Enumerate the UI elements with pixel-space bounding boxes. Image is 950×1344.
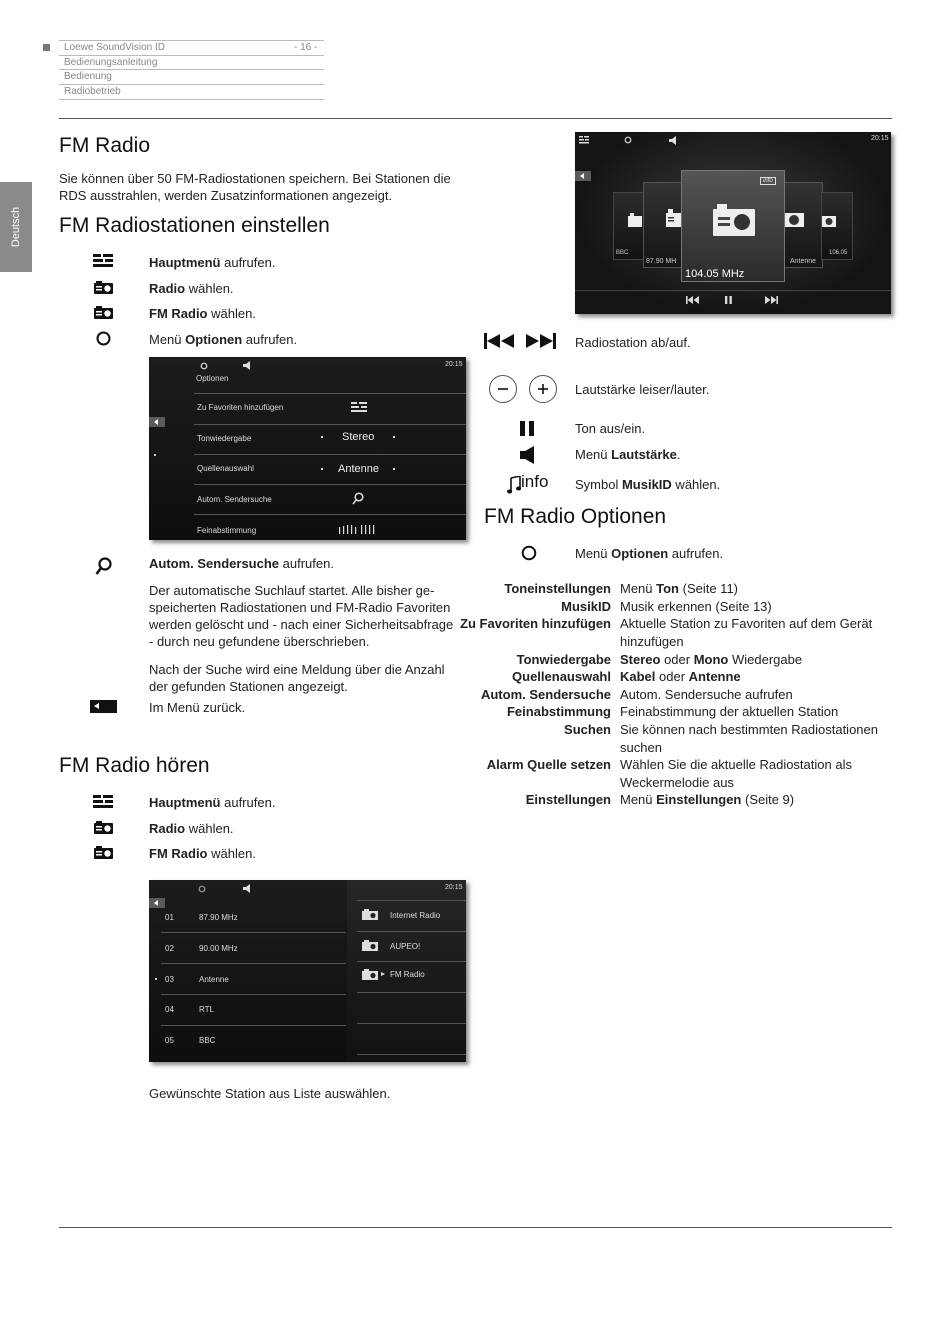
circle-options-icon <box>96 331 118 347</box>
station-card-bbc[interactable] <box>613 192 645 260</box>
station-list-screen <box>149 880 466 1062</box>
header-section: Radiobetrieb <box>64 86 121 97</box>
clock: 20:15 <box>871 135 889 142</box>
control-text-station: Radiostation ab/auf. <box>575 335 691 350</box>
control-text-volume: Lautstärke leiser/lauter. <box>575 382 710 397</box>
next-icon[interactable] <box>765 296 779 304</box>
option-description: Feinabstimmung der aktuellen Station <box>620 704 839 719</box>
step-radio: Radio wählen. <box>149 821 234 836</box>
option-label: Autom. Sendersuche <box>480 687 611 702</box>
language-label: Deutsch <box>10 206 22 248</box>
speaker-icon <box>243 361 252 370</box>
option-favoriten[interactable]: Zu Favoriten hinzufügen <box>197 403 284 412</box>
next-dot <box>393 468 395 470</box>
station-name[interactable]: Antenne <box>199 975 229 984</box>
circle-options-icon <box>521 545 537 561</box>
pause-icon[interactable] <box>725 296 732 304</box>
row-divider <box>194 454 466 455</box>
option-tonwiedergabe[interactable]: Tonwiedergabe <box>197 434 252 443</box>
main-menu-icon <box>93 795 115 811</box>
title-optionen: FM Radio Optionen <box>484 505 667 528</box>
selected-arrow-icon <box>381 972 385 976</box>
option-quellenauswahl-value: Antenne <box>338 463 379 475</box>
option-label: Tonwiedergabe <box>516 652 611 667</box>
station-num: 03 <box>165 975 174 984</box>
row-divider <box>194 424 466 425</box>
station-card-antenne[interactable] <box>783 182 823 268</box>
row-divider <box>357 931 466 932</box>
header-marker <box>43 44 50 51</box>
row-divider <box>161 963 346 964</box>
step-fm-radio: FM Radio wählen. <box>149 306 256 321</box>
station-num: 02 <box>165 944 174 953</box>
option-description: Stereo oder Mono Wiedergabe <box>620 652 803 667</box>
main-menu-icon <box>351 402 367 413</box>
back-text: Im Menü zurück. <box>149 700 246 715</box>
header-rule <box>59 55 324 56</box>
step-fm-radio: FM Radio wählen. <box>149 846 256 861</box>
card-label: 87.90 MH <box>646 258 677 265</box>
controls-divider <box>575 290 891 291</box>
speaker-icon <box>520 446 536 464</box>
header-manual: Bedienungsanleitung <box>64 57 158 68</box>
previous-icon <box>484 333 516 349</box>
option-label: Quellenauswahl <box>512 669 611 684</box>
volume-down-icon <box>488 374 518 404</box>
current-frequency: 104.05 MHz <box>685 268 745 280</box>
option-label: Feinabstimmung <box>506 704 611 719</box>
top-rule <box>59 118 892 119</box>
option-label: Alarm Quelle setzen <box>486 757 611 772</box>
option-description: Musik erkennen (Seite 13) <box>620 599 772 614</box>
header-rule <box>59 84 324 85</box>
option-label: Toneinstellungen <box>504 581 611 596</box>
header-rule <box>59 40 324 41</box>
radio-icon <box>362 969 378 980</box>
circle-icon <box>198 885 206 893</box>
step-hauptmenue: Hauptmenü aufrufen. <box>149 795 276 810</box>
control-text-lautstaerke: Menü Lautstärke. <box>575 447 681 462</box>
station-name[interactable]: 90.00 MHz <box>199 944 238 953</box>
bottom-rule <box>59 1227 892 1228</box>
options-title: Optionen <box>196 374 229 383</box>
radio-icon <box>362 909 378 920</box>
station-card-8790[interactable] <box>643 182 683 268</box>
info-icon-label: info <box>521 472 549 491</box>
speaker-icon <box>669 136 678 145</box>
title-hoeren: FM Radio hören <box>59 754 210 777</box>
option-description: Sie können nach bestimmten Radiostationen suchen <box>620 722 878 755</box>
step-radio: Radio wählen. <box>149 281 234 296</box>
control-text-musikid: Symbol MusikID wählen. <box>575 477 721 492</box>
source-internet-radio[interactable]: Internet Radio <box>390 911 441 920</box>
station-num: 04 <box>165 1005 174 1014</box>
row-divider <box>194 484 466 485</box>
control-text-mute: Ton aus/ein. <box>575 421 646 436</box>
option-description: Kabel oder Antenne <box>620 669 741 684</box>
music-note-icon <box>507 476 521 494</box>
prev-dot <box>321 436 323 438</box>
volume-up-icon <box>528 374 558 404</box>
option-label: Suchen <box>564 722 611 737</box>
options-screen <box>149 357 466 540</box>
player-screen <box>575 132 891 314</box>
card-label: BBC <box>616 250 629 256</box>
option-tonwiedergabe-value: Stereo <box>342 431 375 443</box>
station-card-10605[interactable] <box>821 192 853 260</box>
search-icon <box>95 557 113 577</box>
station-num: 05 <box>165 1036 174 1045</box>
back-button[interactable] <box>149 417 165 427</box>
row-divider <box>161 932 346 933</box>
next-dot <box>393 436 395 438</box>
option-feinabstimmung[interactable]: Feinabstimmung <box>197 526 257 535</box>
option-description: Autom. Sendersuche aufrufen <box>620 687 793 702</box>
radio-icon <box>822 213 836 227</box>
search-result-description: Nach der Suche wird eine Meldung über die Anzahl der gefunden Stationen angezeigt. <box>149 662 445 694</box>
prev-dot <box>321 468 323 470</box>
current-station-card[interactable] <box>681 170 785 282</box>
row-divider <box>161 994 346 995</box>
language-tab <box>0 182 32 272</box>
option-description: Wählen Sie die aktuelle Radiostation als Weckermelodie aus <box>620 757 852 790</box>
radio-icon <box>94 281 116 297</box>
search-icon <box>352 492 364 505</box>
title-einstellen: FM Radiostationen einstellen <box>59 214 330 237</box>
tuning-scale-icon[interactable] <box>339 525 377 534</box>
radio-icon <box>362 940 378 951</box>
option-description: Menü Einstellungen (Seite 9) <box>620 792 795 807</box>
title-fm-radio: FM Radio <box>59 134 151 157</box>
search-description: Der automatische Suchlauf startet. Alle bisher ge-speicherten Radiostationen und FM-Radio Favoriten werden gelöscht und - nach einer Sicherheitsabfrage - durch neu gefundene überschrieben. <box>149 583 454 649</box>
next-icon <box>526 333 558 349</box>
radio-icon <box>94 306 116 322</box>
radio-icon <box>784 209 804 227</box>
header-rule <box>59 69 324 70</box>
header-rule <box>59 99 324 100</box>
back-button[interactable] <box>575 171 591 181</box>
header-chapter: Bedienung <box>64 71 112 82</box>
source-aupeo[interactable]: AUPEO! <box>390 942 421 951</box>
intro-text: Sie können über 50 FM-Radiostationen speichern. Bei Stationen die RDS ausstrahlen, werden Zusatzinformationen angezeigt. <box>59 171 451 203</box>
circle-icon <box>200 362 208 370</box>
option-description: Aktuelle Station zu Favoriten auf dem Gerät hinzufügen <box>620 616 873 649</box>
header-product: Loewe SoundVision ID <box>64 42 165 53</box>
station-num: 01 <box>165 913 174 922</box>
pause-icon <box>520 421 535 436</box>
radio-icon <box>94 821 116 837</box>
option-label: MusikID <box>561 599 611 614</box>
step-hauptmenue: Hauptmenü aufrufen. <box>149 255 276 270</box>
station-name[interactable]: RTL <box>199 1005 214 1014</box>
main-menu-icon <box>93 254 115 270</box>
option-description: Menü Ton (Seite 11) <box>620 581 739 596</box>
row-divider <box>194 393 466 394</box>
clock: 20:15 <box>445 361 463 368</box>
step-optionen: Menü Optionen aufrufen. <box>149 332 298 347</box>
row-divider <box>194 514 466 515</box>
radio-icon <box>713 204 755 236</box>
step-optionen: Menü Optionen aufrufen. <box>575 546 724 561</box>
scroll-dot <box>155 978 157 980</box>
list-caption: Gewünschte Station aus Liste auswählen. <box>149 1086 391 1101</box>
radio-icon <box>94 846 116 862</box>
row-divider <box>357 1054 466 1055</box>
back-icon <box>90 700 117 713</box>
page-number: - 16 - <box>294 42 318 53</box>
row-divider <box>357 961 466 962</box>
scroll-dot <box>154 454 156 456</box>
speaker-icon <box>243 884 252 893</box>
option-label: Einstellungen <box>525 792 611 807</box>
info-badge: info <box>760 177 776 185</box>
back-button[interactable] <box>149 898 165 908</box>
row-divider <box>161 1025 346 1026</box>
card-label: Antenne <box>790 258 817 265</box>
step-sendersuche: Autom. Sendersuche aufrufen. <box>149 556 334 571</box>
row-divider <box>357 992 466 993</box>
option-sendersuche[interactable]: Autom. Sendersuche <box>197 495 272 504</box>
circle-icon <box>624 136 632 144</box>
card-label: 106.05 <box>829 250 848 256</box>
previous-icon[interactable] <box>686 296 700 304</box>
row-divider <box>357 900 466 901</box>
option-label: Zu Favoriten hinzufügen <box>460 616 611 631</box>
source-fm-radio[interactable]: FM Radio <box>390 970 425 979</box>
main-menu-icon <box>579 136 589 144</box>
option-quellenauswahl[interactable]: Quellenauswahl <box>197 464 254 473</box>
station-name[interactable]: BBC <box>199 1036 216 1045</box>
clock: 20:15 <box>445 884 463 891</box>
station-name[interactable]: 87.90 MHz <box>199 913 238 922</box>
radio-icon <box>628 213 642 227</box>
row-divider <box>357 1023 466 1024</box>
